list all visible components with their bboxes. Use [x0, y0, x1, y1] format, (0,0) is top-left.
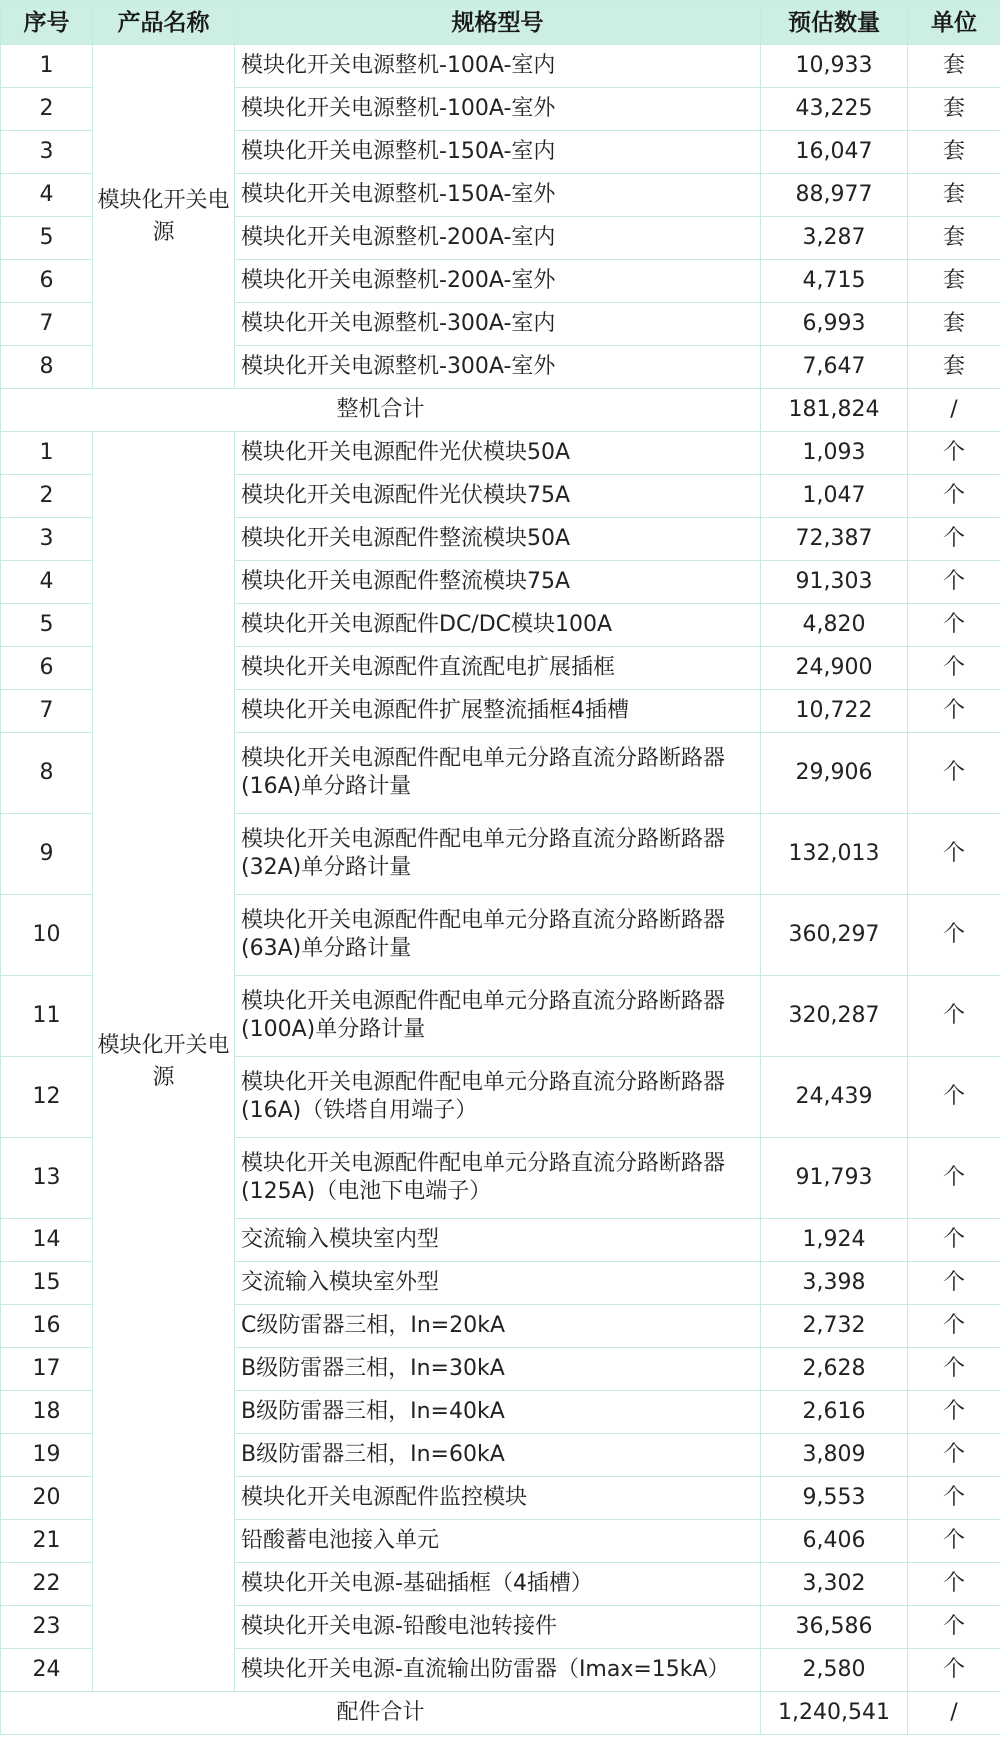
cell-spec: 模块化开关电源配件配电单元分路直流分路断路器(63A)单分路计量 — [235, 895, 761, 976]
cell-qty: 2,732 — [761, 1305, 908, 1348]
cell-spec: 模块化开关电源配件直流配电扩展插框 — [235, 647, 761, 690]
cell-seq: 1 — [1, 432, 93, 475]
total-qty: 1,240,541 — [761, 1692, 908, 1735]
cell-unit: 套 — [908, 88, 1000, 131]
cell-seq: 21 — [1, 1520, 93, 1563]
cell-qty: 1,093 — [761, 432, 908, 475]
cell-unit: 个 — [908, 561, 1000, 604]
cell-seq: 8 — [1, 346, 93, 389]
cell-qty: 91,793 — [761, 1138, 908, 1219]
cell-spec: C级防雷器三相，In=20kA — [235, 1305, 761, 1348]
cell-qty: 6,993 — [761, 303, 908, 346]
cell-seq: 5 — [1, 604, 93, 647]
cell-qty: 9,553 — [761, 1477, 908, 1520]
cell-spec: 模块化开关电源配件DC/DC模块100A — [235, 604, 761, 647]
cell-qty: 2,616 — [761, 1391, 908, 1434]
cell-unit: 个 — [908, 604, 1000, 647]
cell-qty: 3,287 — [761, 217, 908, 260]
cell-seq: 18 — [1, 1391, 93, 1434]
cell-seq: 4 — [1, 561, 93, 604]
cell-unit: 个 — [908, 647, 1000, 690]
cell-qty: 88,977 — [761, 174, 908, 217]
cell-qty: 6,406 — [761, 1520, 908, 1563]
table-row — [1, 45, 1000, 88]
cell-unit: 个 — [908, 1305, 1000, 1348]
cell-spec: 模块化开关电源配件配电单元分路直流分路断路器(16A)（铁塔自用端子） — [235, 1057, 761, 1138]
cell-qty: 24,439 — [761, 1057, 908, 1138]
header-product: 产品名称 — [93, 1, 235, 45]
cell-seq: 19 — [1, 1434, 93, 1477]
cell-seq: 9 — [1, 814, 93, 895]
cell-seq: 15 — [1, 1262, 93, 1305]
cell-spec: 铅酸蓄电池接入单元 — [235, 1520, 761, 1563]
cell-unit: 套 — [908, 131, 1000, 174]
total-label: 配件合计 — [1, 1692, 761, 1735]
cell-qty: 29,906 — [761, 733, 908, 814]
cell-seq: 4 — [1, 174, 93, 217]
cell-qty: 10,722 — [761, 690, 908, 733]
cell-seq: 7 — [1, 303, 93, 346]
cell-seq: 12 — [1, 1057, 93, 1138]
header-spec: 规格型号 — [235, 1, 761, 45]
cell-unit: 个 — [908, 1138, 1000, 1219]
cell-unit: 套 — [908, 174, 1000, 217]
cell-unit: 套 — [908, 303, 1000, 346]
cell-spec: 模块化开关电源配件整流模块75A — [235, 561, 761, 604]
total-unit: / — [908, 1692, 1000, 1735]
cell-spec: 模块化开关电源整机-100A-室外 — [235, 88, 761, 131]
total-row — [1, 1692, 1000, 1735]
header-qty: 预估数量 — [761, 1, 908, 45]
cell-qty: 43,225 — [761, 88, 908, 131]
cell-seq: 6 — [1, 260, 93, 303]
cell-seq: 10 — [1, 895, 93, 976]
table-row — [1, 432, 1000, 475]
header-seq: 序号 — [1, 1, 93, 45]
total-row — [1, 389, 1000, 432]
cell-qty: 4,820 — [761, 604, 908, 647]
cell-qty: 1,924 — [761, 1219, 908, 1262]
cell-seq: 14 — [1, 1219, 93, 1262]
cell-seq: 1 — [1, 45, 93, 88]
cell-seq: 22 — [1, 1563, 93, 1606]
cell-seq: 20 — [1, 1477, 93, 1520]
cell-unit: 套 — [908, 260, 1000, 303]
cell-unit: 个 — [908, 733, 1000, 814]
cell-unit: 个 — [908, 690, 1000, 733]
cell-qty: 1,047 — [761, 475, 908, 518]
cell-spec: 模块化开关电源配件配电单元分路直流分路断路器(100A)单分路计量 — [235, 976, 761, 1057]
cell-seq: 23 — [1, 1606, 93, 1649]
cell-qty: 4,715 — [761, 260, 908, 303]
cell-unit: 个 — [908, 1606, 1000, 1649]
cell-spec: 模块化开关电源整机-200A-室外 — [235, 260, 761, 303]
cell-unit: 个 — [908, 1563, 1000, 1606]
header-unit: 单位 — [908, 1, 1000, 45]
cell-seq: 16 — [1, 1305, 93, 1348]
cell-product-name: 模块化开关电源 — [93, 432, 235, 1692]
cell-spec: 模块化开关电源整机-300A-室外 — [235, 346, 761, 389]
cell-spec: 模块化开关电源配件配电单元分路直流分路断路器(16A)单分路计量 — [235, 733, 761, 814]
cell-unit: 个 — [908, 1520, 1000, 1563]
cell-spec: B级防雷器三相，In=40kA — [235, 1391, 761, 1434]
cell-spec: 模块化开关电源配件监控模块 — [235, 1477, 761, 1520]
cell-unit: 套 — [908, 45, 1000, 88]
cell-spec: 模块化开关电源-基础插框（4插槽） — [235, 1563, 761, 1606]
cell-unit: 个 — [908, 1219, 1000, 1262]
cell-seq: 2 — [1, 88, 93, 131]
table-body — [1, 45, 1000, 1735]
cell-seq: 5 — [1, 217, 93, 260]
cell-qty: 16,047 — [761, 131, 908, 174]
cell-unit: 套 — [908, 217, 1000, 260]
total-qty: 181,824 — [761, 389, 908, 432]
cell-spec: B级防雷器三相，In=30kA — [235, 1348, 761, 1391]
cell-unit: 个 — [908, 814, 1000, 895]
cell-seq: 7 — [1, 690, 93, 733]
cell-qty: 3,809 — [761, 1434, 908, 1477]
cell-spec: 模块化开关电源配件配电单元分路直流分路断路器(125A)（电池下电端子） — [235, 1138, 761, 1219]
cell-qty: 7,647 — [761, 346, 908, 389]
cell-qty: 91,303 — [761, 561, 908, 604]
total-label: 整机合计 — [1, 389, 761, 432]
cell-seq: 3 — [1, 131, 93, 174]
cell-spec: 模块化开关电源-直流输出防雷器（Imax=15kA） — [235, 1649, 761, 1692]
cell-qty: 320,287 — [761, 976, 908, 1057]
cell-seq: 17 — [1, 1348, 93, 1391]
cell-unit: 个 — [908, 976, 1000, 1057]
cell-unit: 个 — [908, 1348, 1000, 1391]
cell-spec: 交流输入模块室内型 — [235, 1219, 761, 1262]
cell-seq: 2 — [1, 475, 93, 518]
cell-spec: 模块化开关电源整机-150A-室内 — [235, 131, 761, 174]
cell-qty: 72,387 — [761, 518, 908, 561]
cell-unit: 个 — [908, 1391, 1000, 1434]
cell-qty: 10,933 — [761, 45, 908, 88]
cell-unit: 个 — [908, 1649, 1000, 1692]
cell-unit: 个 — [908, 1057, 1000, 1138]
cell-qty: 24,900 — [761, 647, 908, 690]
cell-unit: 个 — [908, 1434, 1000, 1477]
cell-unit: 个 — [908, 475, 1000, 518]
cell-spec: 模块化开关电源配件光伏模块75A — [235, 475, 761, 518]
cell-spec: 模块化开关电源配件配电单元分路直流分路断路器(32A)单分路计量 — [235, 814, 761, 895]
cell-unit: 个 — [908, 895, 1000, 976]
cell-seq: 24 — [1, 1649, 93, 1692]
cell-unit: 个 — [908, 432, 1000, 475]
cell-seq: 11 — [1, 976, 93, 1057]
cell-seq: 3 — [1, 518, 93, 561]
cell-product-name: 模块化开关电源 — [93, 45, 235, 389]
cell-qty: 36,586 — [761, 1606, 908, 1649]
cell-unit: 个 — [908, 518, 1000, 561]
cell-qty: 3,302 — [761, 1563, 908, 1606]
total-unit: / — [908, 389, 1000, 432]
cell-spec: 模块化开关电源-铅酸电池转接件 — [235, 1606, 761, 1649]
cell-unit: 个 — [908, 1477, 1000, 1520]
header-row — [1, 1, 1000, 45]
cell-spec: B级防雷器三相，In=60kA — [235, 1434, 761, 1477]
cell-spec: 模块化开关电源整机-100A-室内 — [235, 45, 761, 88]
cell-spec: 交流输入模块室外型 — [235, 1262, 761, 1305]
cell-qty: 3,398 — [761, 1262, 908, 1305]
cell-spec: 模块化开关电源配件整流模块50A — [235, 518, 761, 561]
cell-seq: 13 — [1, 1138, 93, 1219]
cell-seq: 6 — [1, 647, 93, 690]
cell-spec: 模块化开关电源配件扩展整流插框4插槽 — [235, 690, 761, 733]
cell-spec: 模块化开关电源整机-300A-室内 — [235, 303, 761, 346]
cell-spec: 模块化开关电源配件光伏模块50A — [235, 432, 761, 475]
cell-qty: 2,580 — [761, 1649, 908, 1692]
cell-unit: 个 — [908, 1262, 1000, 1305]
cell-qty: 360,297 — [761, 895, 908, 976]
cell-spec: 模块化开关电源整机-150A-室外 — [235, 174, 761, 217]
cell-unit: 套 — [908, 346, 1000, 389]
cell-qty: 132,013 — [761, 814, 908, 895]
cell-qty: 2,628 — [761, 1348, 908, 1391]
cell-spec: 模块化开关电源整机-200A-室内 — [235, 217, 761, 260]
cell-seq: 8 — [1, 733, 93, 814]
